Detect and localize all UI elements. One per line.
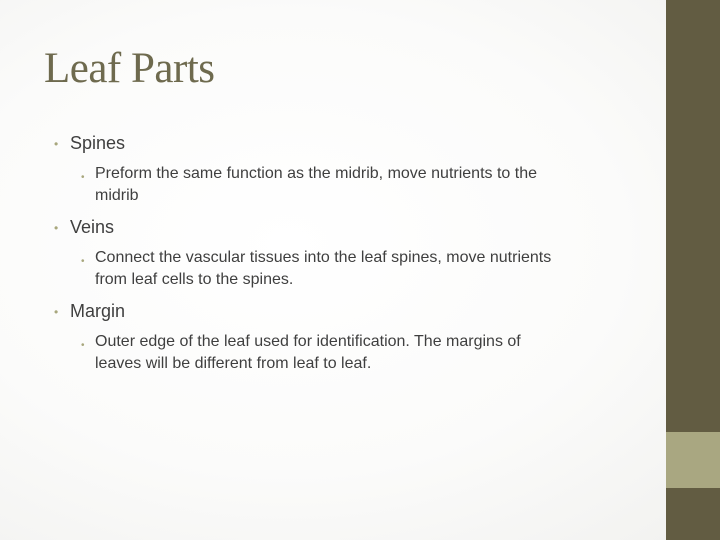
- slide-title: Leaf Parts: [44, 45, 215, 92]
- bullet-margin: [54, 301, 126, 322]
- sub-bullet-line: Preform the same function as the midrib, move nutrients to the: [95, 165, 537, 182]
- sub-bullet-line: Connect the vascular tissues into the leaf spines, move nutrients: [95, 249, 552, 266]
- sub-bullet-margin: [81, 331, 521, 375]
- sub-bullet-dot-icon: •: [81, 340, 85, 351]
- bullet-dot-icon: •: [54, 221, 59, 235]
- bullet-label: Margin: [70, 301, 126, 321]
- sub-bullet-line: midrib: [95, 187, 139, 204]
- sidebar-accent-bar: [666, 432, 720, 488]
- sub-bullet-dot-icon: •: [81, 256, 85, 267]
- bullet-dot-icon: •: [54, 137, 59, 151]
- sub-bullet-spines: [81, 163, 537, 207]
- sub-bullet-dot-icon: •: [81, 172, 85, 183]
- sidebar-dark-bar: [666, 0, 720, 432]
- bullet-label: Spines: [70, 133, 126, 153]
- bullet-spines: [54, 133, 126, 154]
- sub-bullet-line: leaves will be different from leaf to leaf.: [95, 355, 372, 372]
- bullet-veins: [54, 217, 115, 238]
- bullet-label: Veins: [70, 217, 115, 237]
- sub-bullet-line: from leaf cells to the spines.: [95, 271, 294, 288]
- sub-bullet-veins: [81, 247, 552, 291]
- sub-bullet-line: Outer edge of the leaf used for identification. The margins of: [95, 333, 521, 350]
- bullet-dot-icon: •: [54, 305, 59, 319]
- sidebar-dark-bar-bottom: [666, 488, 720, 540]
